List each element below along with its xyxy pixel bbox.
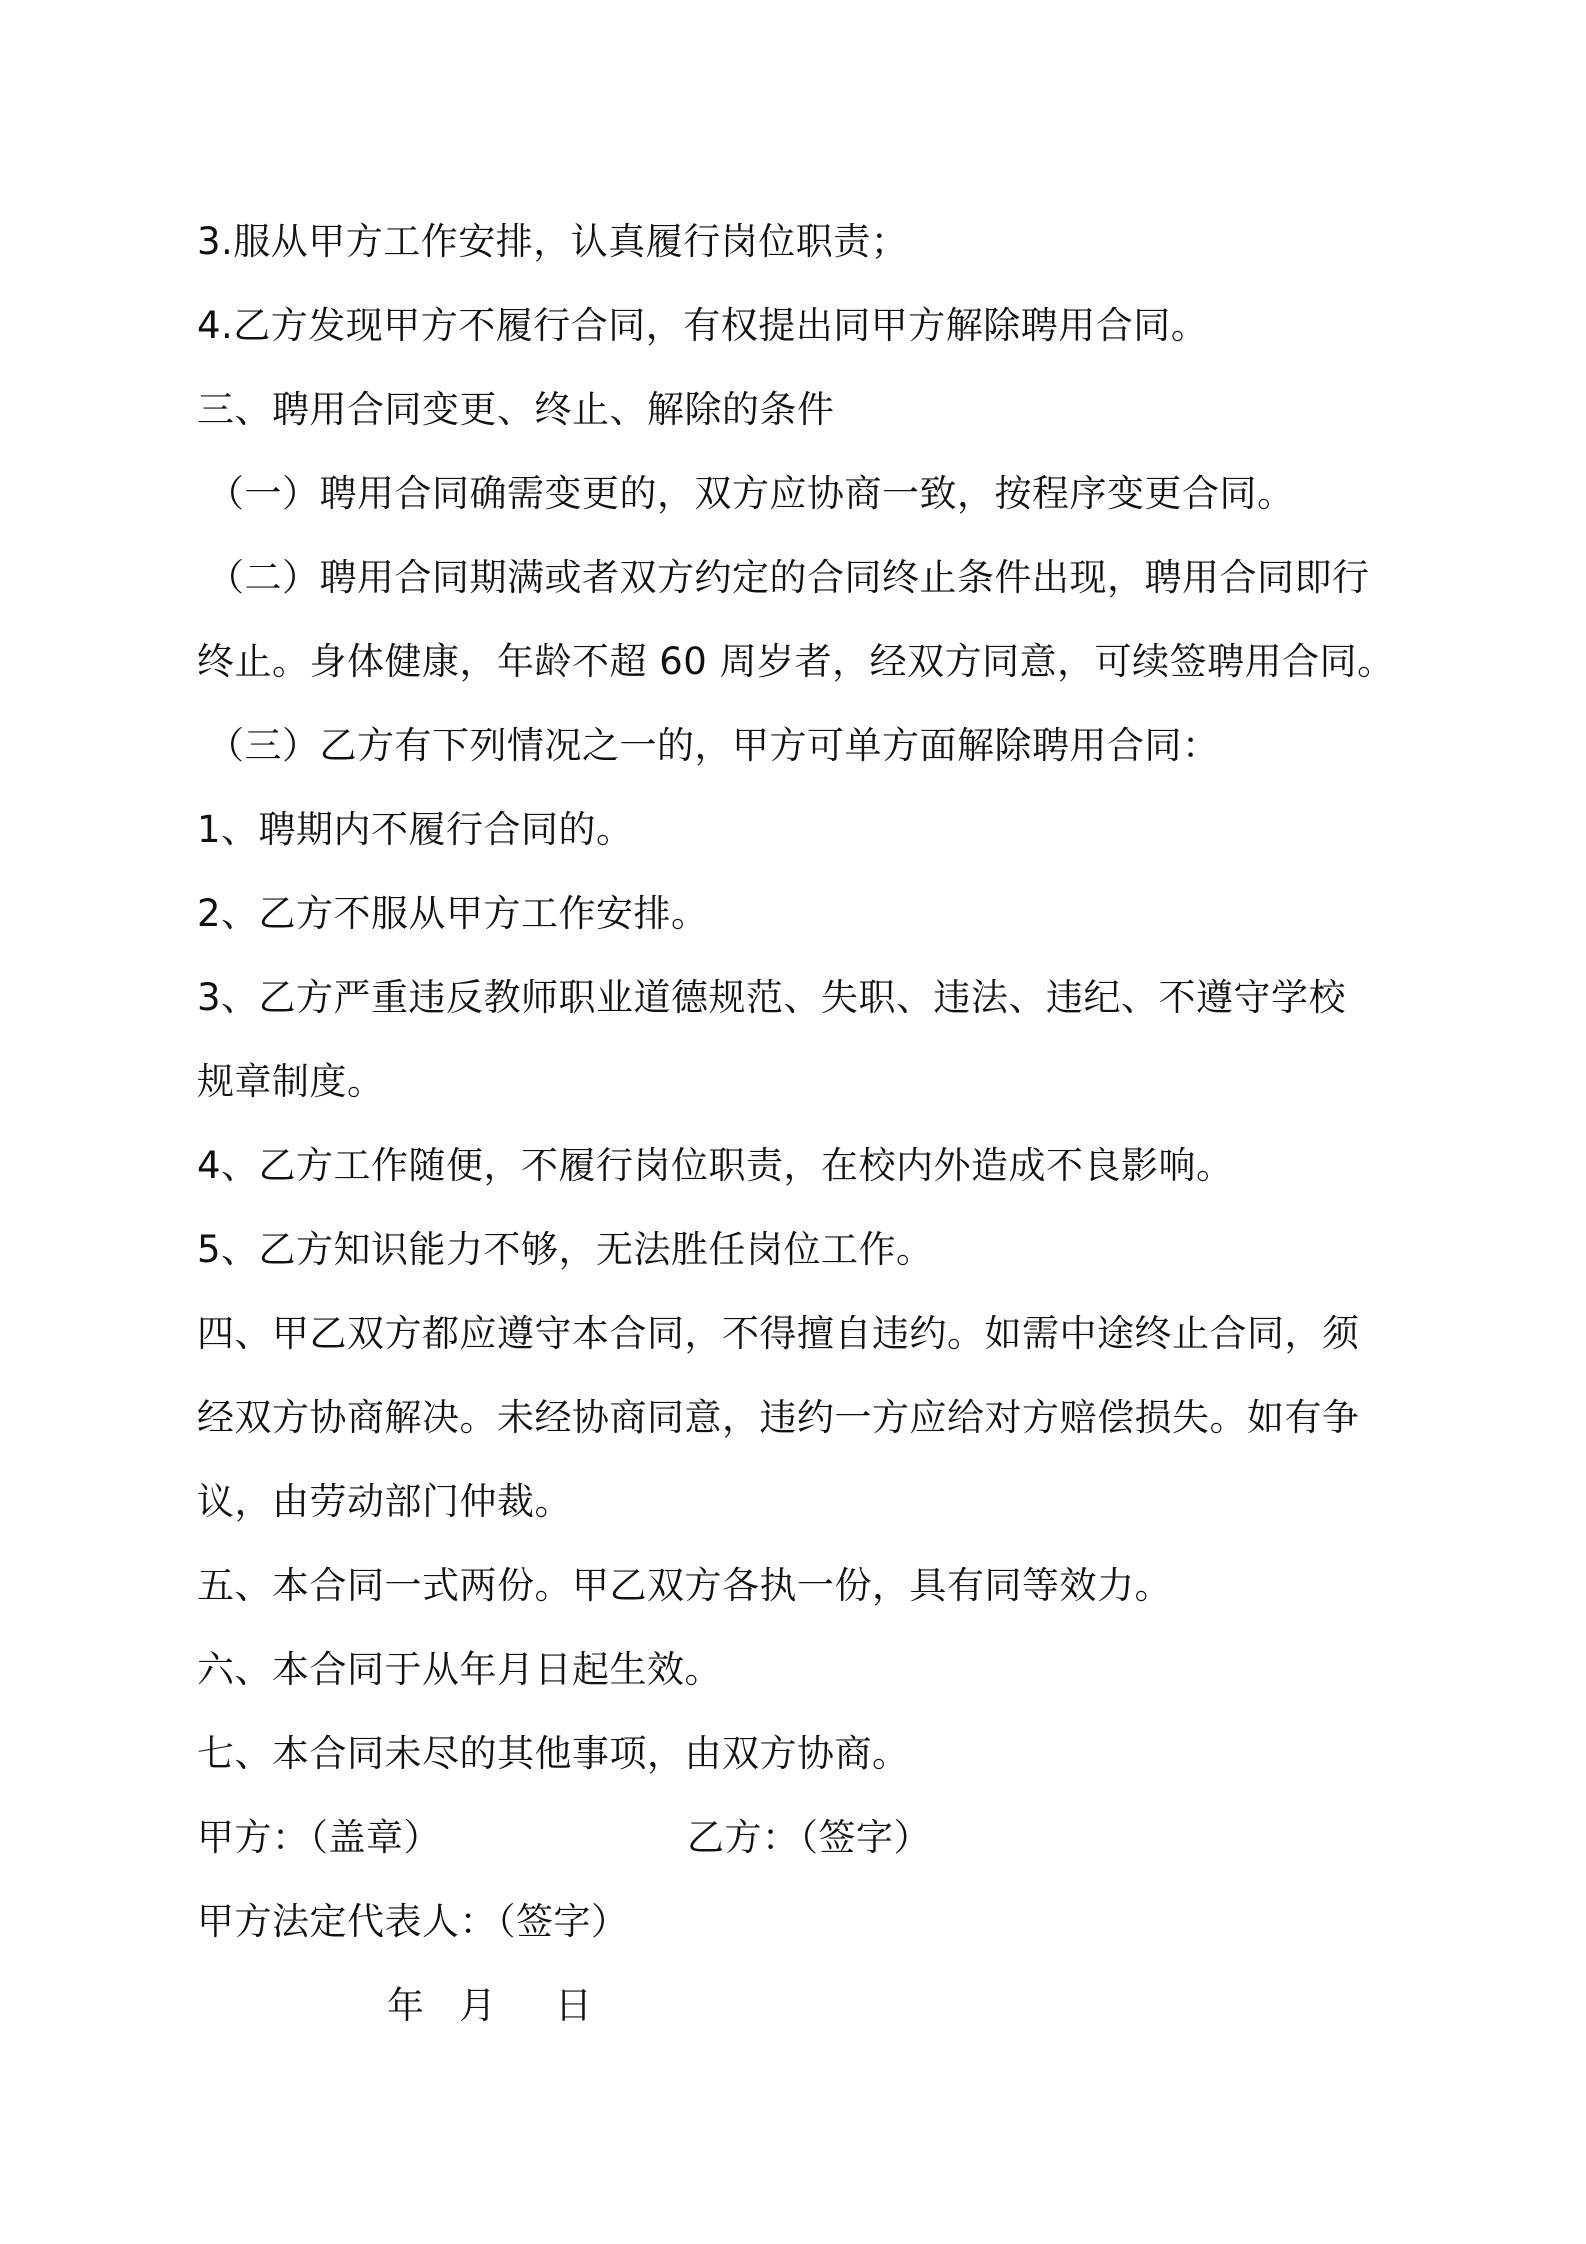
party-a-seal-label: 甲方：（盖章） — [197, 1816, 441, 1859]
document-body — [197, 200, 1395, 2048]
clause-line: 3.服从甲方工作安排，认真履行岗位职责； — [197, 220, 909, 263]
list-item: 3、乙方严重违反教师职业道德规范、失职、违法、违纪、不遵守学校 — [197, 976, 1347, 1019]
clause-line: （二）聘用合同期满或者双方约定的合同终止条件出现，聘用合同即行 — [207, 556, 1370, 599]
clause-line: （三）乙方有下列情况之一的，甲方可单方面解除聘用合同： — [207, 724, 1220, 767]
list-item: 2、乙方不服从甲方工作安排。 — [197, 892, 709, 935]
date-line — [197, 1964, 1357, 2048]
legal-rep-signature-label: 甲方法定代表人：（签字） — [197, 1900, 629, 1943]
clause-line: （一）聘用合同确需变更的，双方应协商一致，按程序变更合同。 — [207, 472, 1295, 515]
section-heading: 六、本合同于从年月日起生效。 — [197, 1648, 722, 1691]
party-b-signature-label: 乙方：（签字） — [687, 1816, 931, 1859]
clause-line: 议，由劳动部门仲裁。 — [197, 1480, 572, 1523]
list-item: 规章制度。 — [197, 1060, 385, 1103]
list-item: 1、聘期内不履行合同的。 — [197, 808, 634, 851]
date-day-label: 日 — [555, 1984, 593, 2027]
list-item: 5、乙方知识能力不够，无法胜任岗位工作。 — [197, 1228, 934, 1271]
clause-line: 4.乙方发现甲方不履行合同，有权提出同甲方解除聘用合同。 — [197, 304, 1209, 347]
signature-row — [197, 1796, 1357, 1880]
section-heading: 五、本合同一式两份。甲乙双方各执一份，具有同等效力。 — [197, 1564, 1172, 1607]
clause-line: 终止。身体健康，年龄不超 60 周岁者，经双方同意，可续签聘用合同。 — [197, 640, 1395, 683]
section-heading: 七、本合同未尽的其他事项，由双方协商。 — [197, 1732, 910, 1775]
section-heading: 三、聘用合同变更、终止、解除的条件 — [197, 388, 835, 431]
date-month-label: 月 — [459, 1984, 497, 2027]
date-year-label: 年 — [387, 1984, 425, 2027]
clause-line: 经双方协商解决。未经协商同意，违约一方应给对方赔偿损失。如有争 — [197, 1396, 1360, 1439]
list-item: 4、乙方工作随便，不履行岗位职责，在校内外造成不良影响。 — [197, 1144, 1234, 1187]
section-heading: 四、甲乙双方都应遵守本合同，不得擅自违约。如需中途终止合同，须 — [197, 1312, 1360, 1355]
